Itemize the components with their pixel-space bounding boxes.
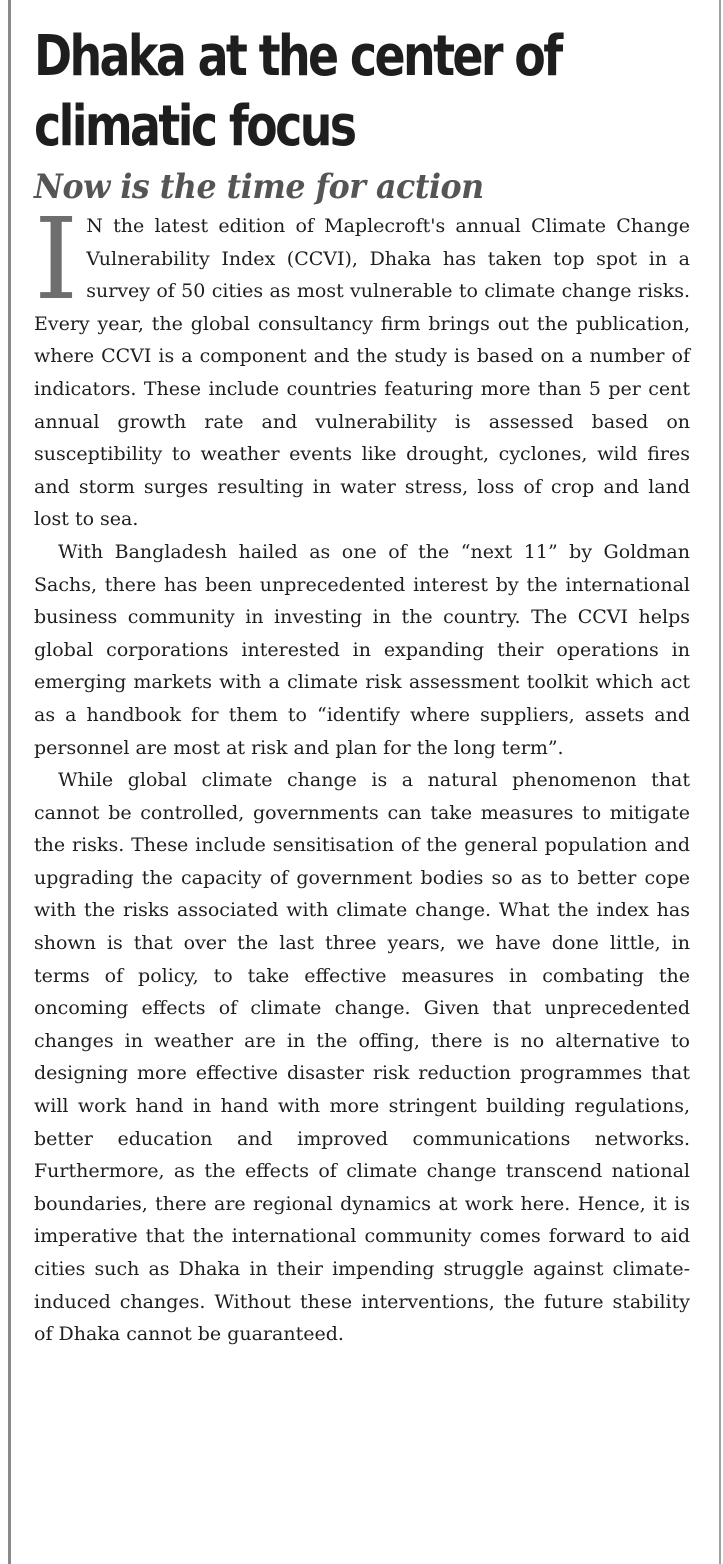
editorial-article [34,22,690,1351]
paragraph-3: While global climate change is a natural phenomenon that cannot be controlled, governments can take measures to mitigate the risks. These include sensitisation of the general population and upgrading the capacity of government bodies so as to better cope with the risks associated with climate change. What the index has shown is that over the last three years, we have done little, in terms of policy, to take effective measures in combating the oncoming effects of climate change. Given that unprecedented changes in weather are in the offing, there is no alternative to designing more effective disaster risk reduction programmes that will work hand in hand with more stringent building regulations, better education and improved communications networks. Furthermore, as the effects of climate change transcend national boundaries, there are regional dynamics at work here. Hence, it is imperative that the international community comes forward to aid cities such as Dhaka in their impending struggle against climate-induced changes. Without these interventions, the future stability of Dhaka cannot be guaranteed. [34,769,690,1346]
left-column-rule [8,0,11,1564]
paragraph-2: With Bangladesh hailed as one of the “next 11” by Goldman Sachs, there has been unprecedented interest by the international business community in investing in the country. The CCVI helps global corporations interested in expanding their operations in emerging markets with a climate risk assessment toolkit which act as a handbook for them to “identify where suppliers, assets and personnel are most at risk and plan for the long term”. [34,540,690,759]
paragraph-1-text: N the latest edition of Maplecroft's annual Climate Change Vulnerability Index (CCVI), Dhaka has taken top spot in a survey of 50 cities as most vulnerable to climate change risks. Every year, the global consultancy firm brings out the publication, where CCVI is a component and the study is based on a number of indicators. These include countries featuring more than 5 per cent annual growth rate and vulnerability is assessed based on susceptibility to weather events like drought, cyclones, wild fires and storm surges resulting in water stress, loss of crop and land lost to sea. [34,215,690,531]
article-body [34,195,690,1351]
headline: Dhaka at the center of climatic focus [34,24,561,159]
subheadline: Now is the time for action [34,167,484,207]
right-column-rule [719,0,721,1564]
paragraph-1 [34,195,690,536]
drop-cap: I [34,195,79,325]
